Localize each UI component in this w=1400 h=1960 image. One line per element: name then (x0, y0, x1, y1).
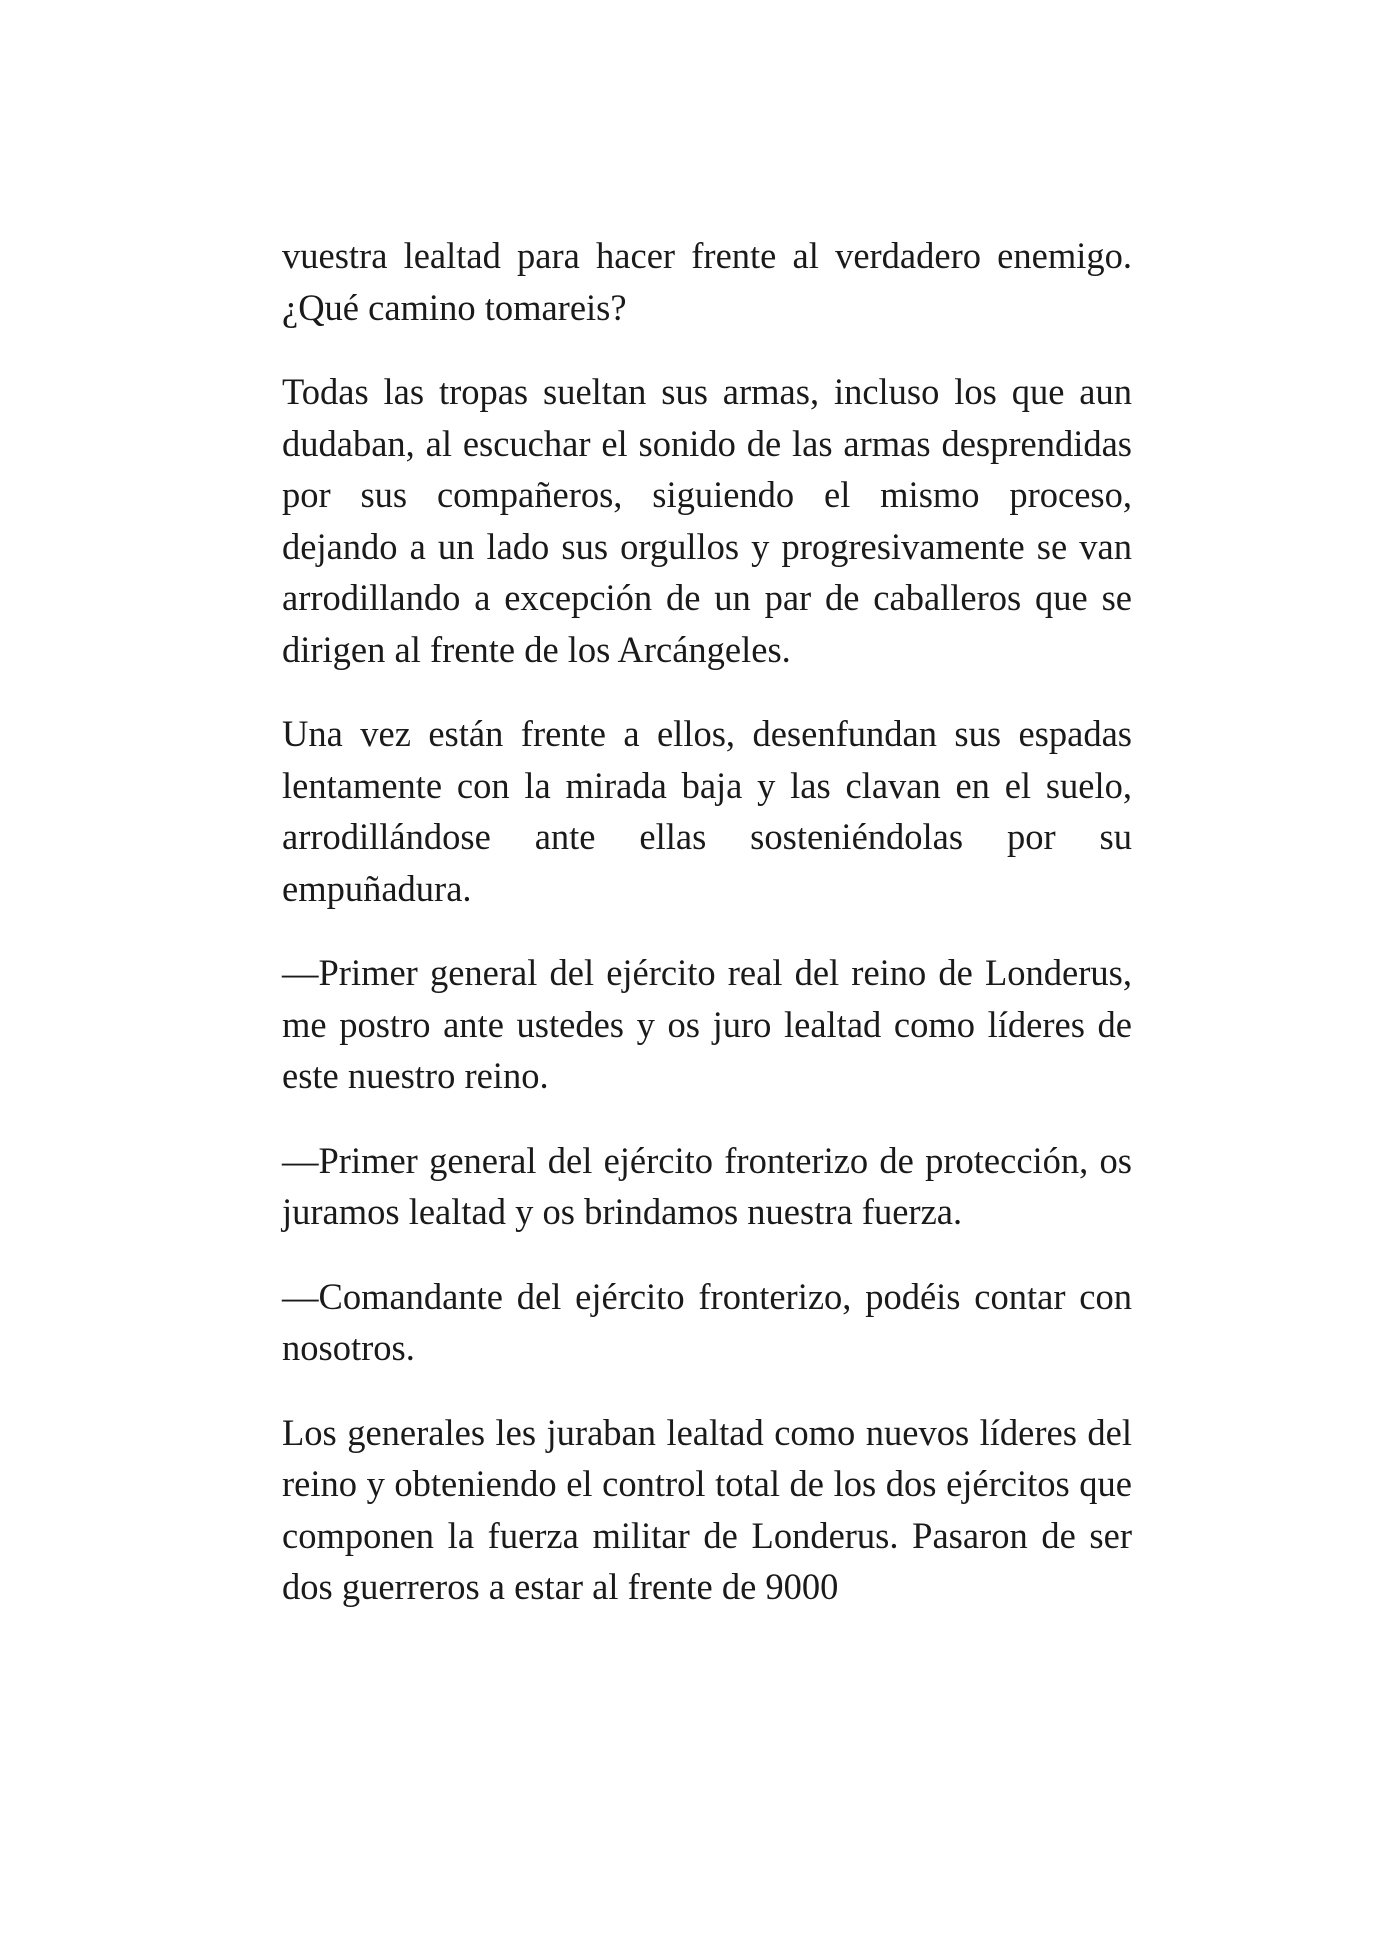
paragraph: Una vez están frente a ellos, desenfundan sus espadas lentamente con la mirada baja y las clavan en el suelo, arrodillándose ante ellas sosteniéndolas por su empuñadura. (282, 713, 1132, 909)
dialogue-paragraph: —Primer general del ejército real del reino de Londerus, me postro ante ustedes y os juro lealtad como líderes de este nuestro reino. (282, 952, 1132, 1096)
paragraph: Todas las tropas sueltan sus armas, incluso los que aun dudaban, al escuchar el sonido de las armas desprendidas por sus compañeros, siguiendo el mismo proceso, dejando a un lado sus orgullos y progresivamente se van arrodillando a excepción de un par de caballeros que se dirigen al frente de los Arcángeles. (282, 371, 1132, 670)
body-text (282, 230, 1132, 1613)
dialogue-paragraph: —Comandante del ejército fronterizo, podéis contar con nosotros. (282, 1275, 1132, 1368)
dialogue-paragraph: —Primer general del ejército fronterizo de protección, os juramos lealtad y os brindamos nuestra fuerza. (282, 1139, 1132, 1232)
paragraph: Los generales les juraban lealtad como nuevos líderes del reino y obteniendo el control total de los dos ejércitos que componen la fuerza militar de Londerus. Pasaron de ser dos guerreros a estar al frente de 9000 (282, 1411, 1132, 1607)
paragraph: vuestra lealtad para hacer frente al verdadero enemigo. ¿Qué camino tomareis? (282, 235, 1132, 328)
